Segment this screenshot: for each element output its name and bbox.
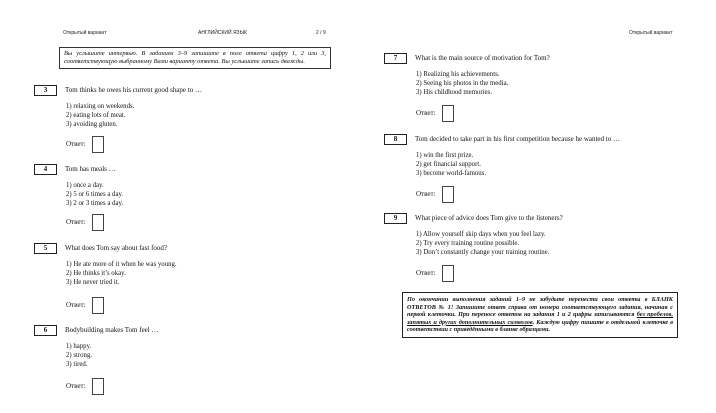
option: 1) Allow yourself skip days when you feel lazy. xyxy=(416,231,546,238)
option: 1) relaxing on weekends. xyxy=(66,103,135,110)
question-text: Tom has meals … xyxy=(65,165,116,173)
question-number: 8 xyxy=(384,134,407,145)
options-list xyxy=(416,70,508,97)
options-list xyxy=(66,181,123,208)
question-number: 4 xyxy=(34,164,57,175)
answer-label: Ответ: xyxy=(416,109,436,118)
answer-box[interactable] xyxy=(92,297,104,314)
answer-label: Ответ: xyxy=(66,382,86,391)
answer-label: Ответ: xyxy=(416,269,436,278)
header-page-number: 2 / 9 xyxy=(316,30,326,36)
final-note-text: По окончании выполнения заданий 1–9 не забудьте перенести свои ответы в БЛАНК ОТВЕТОВ № 1! Запишите ответ справа от номера соответствующего задания, начиная с первой клеточки. При переносе ответов на задания 1 и 2 цифры записываются xyxy=(407,296,673,319)
question-number: 5 xyxy=(34,243,57,254)
answer-box[interactable] xyxy=(442,105,454,122)
answer-field xyxy=(416,105,454,122)
final-note xyxy=(402,292,678,338)
right-page xyxy=(358,0,716,413)
question-text: What is the main source of motivation for Tom? xyxy=(415,54,550,62)
option: 3) 2 or 3 times a day. xyxy=(66,200,124,207)
answer-field xyxy=(66,136,104,153)
options-list xyxy=(66,260,177,287)
header-variant: Открытый вариант xyxy=(629,30,673,36)
option: 3) His childhood memories. xyxy=(416,89,492,96)
option: 3) He never tried it. xyxy=(66,279,120,286)
option: 2) Seeing his photos in the media. xyxy=(416,80,509,87)
option: 2) get financial support. xyxy=(416,161,481,168)
option: 2) eating lots of meat. xyxy=(66,112,126,119)
option: 1) once a day. xyxy=(66,182,104,189)
option: 1) He ate more of it when he was young. xyxy=(66,261,177,268)
option: 1) happy. xyxy=(66,343,92,350)
question-text: Tom decided to take part in his first competition because he wanted to … xyxy=(415,135,620,143)
option: 2) Try every training routine possible. xyxy=(416,240,520,247)
question-number: 9 xyxy=(384,213,407,224)
question-text: Tom thinks he owes his current good shape to … xyxy=(65,86,202,94)
answer-box[interactable] xyxy=(442,265,454,282)
option: 3) avoiding gluten. xyxy=(66,121,118,128)
question-text: Bodybuilding makes Tom feel … xyxy=(65,326,159,334)
header-variant: Открытый вариант xyxy=(63,30,107,36)
option: 1) win the first prize. xyxy=(416,152,474,159)
option: 3) become world-famous. xyxy=(416,170,487,177)
answer-box[interactable] xyxy=(92,378,104,395)
answer-field xyxy=(66,297,104,314)
answer-field xyxy=(416,186,454,203)
answer-box[interactable] xyxy=(92,214,104,231)
instructions: Вы услышите интервью. В заданиях 3–9 запишите в поле ответа цифру 1, 2 или 3, соответствующую выбранному Вами варианту ответа. Вы услышите запись дважды. xyxy=(59,47,331,69)
question-number: 3 xyxy=(34,85,57,96)
answer-field xyxy=(416,265,454,282)
question-text: What piece of advice does Tom give to the listeners? xyxy=(415,214,563,222)
answer-label: Ответ: xyxy=(66,140,86,149)
options-list xyxy=(66,342,92,369)
option: 3) tired. xyxy=(66,361,88,368)
options-list xyxy=(416,151,486,178)
header-subject: АНГЛИЙСКИЙ ЯЗЫК xyxy=(198,30,247,36)
answer-label: Ответ: xyxy=(66,301,86,310)
option: 2) 5 or 6 times a day. xyxy=(66,191,124,198)
final-note-underlined: без пробелов, запятых и других дополнительных символов xyxy=(407,311,673,326)
answer-label: Ответ: xyxy=(416,190,436,199)
final-note-text-end: . Каждую цифру пишите в отдельной клеточке в соответствии с приведёнными в бланке образцами. xyxy=(407,318,674,334)
answer-field xyxy=(66,378,104,395)
option: 2) strong. xyxy=(66,352,93,359)
answer-label: Ответ: xyxy=(66,218,86,227)
question-text: What does Tom say about fast food? xyxy=(65,244,168,252)
option: 3) Don’t constantly change your training routine. xyxy=(416,249,550,256)
answer-box[interactable] xyxy=(92,136,104,153)
answer-box[interactable] xyxy=(442,186,454,203)
answer-field xyxy=(66,214,104,231)
question-number: 7 xyxy=(384,53,407,64)
options-list xyxy=(66,102,134,129)
option: 1) Realizing his achievements. xyxy=(416,71,500,78)
options-list xyxy=(416,230,549,257)
option: 2) He thinks it’s okay. xyxy=(66,270,126,277)
question-number: 6 xyxy=(34,325,57,336)
